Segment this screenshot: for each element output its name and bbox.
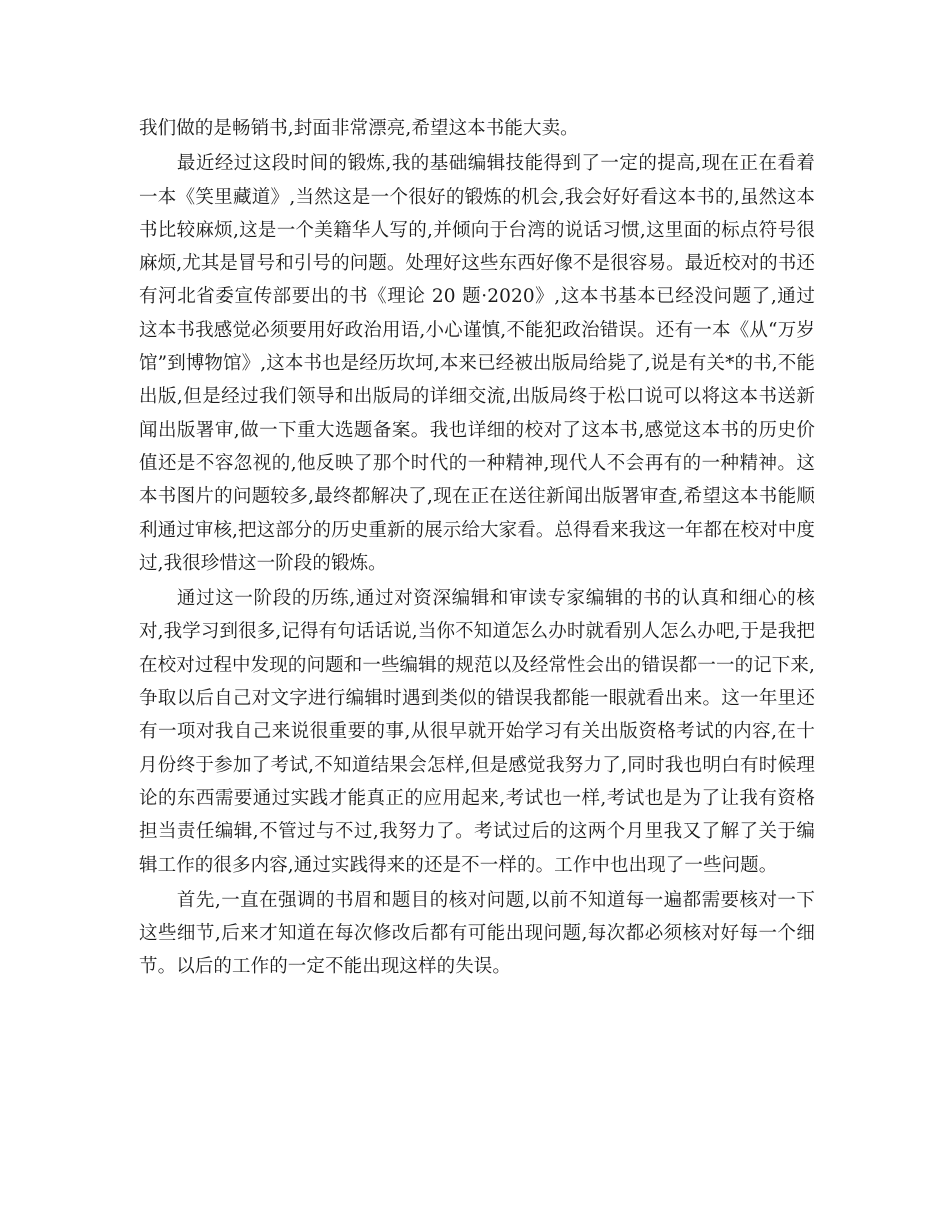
paragraph: 最近经过这段时间的锻炼,我的基础编辑技能得到了一定的提高,现在正在看着一本《笑里藏道》,当然这是一个很好的锻炼的机会,我会好好看这本书的,虽然这本书比较麻烦,这是一个美籍华人写的,并倾向于台湾的说话习惯,这里面的标点符号很麻烦,尤其是冒号和引号的问题。处理好这些东西好像不是很容易。最近校对的书还有河北省委宣传部要出的书《理论 20 题·2020》,这本书基本已经没问题了,通过这本书我感觉必须要用好政治用语,小心谨慎,不能犯政治错误。还有一本《从“万岁馆”到博物馆》,这本书也是经历坎坷,本来已经被出版局给毙了,说是有关*的书,不能出版,但是经过我们领导和出版局的详细交流,出版局终于松口说可以将这本书送新闻出版署审,做一下重大选题备案。我也详细的校对了这本书,感觉这本书的历史价值还是不容忽视的,他反映了那个时代的一种精神,现代人不会再有的一种精神。这本书图片的问题较多,最终都解决了,现在正在送往新闻出版署审查,希望这本书能顺利通过审核,把这部分的历史重新的展示给大家看。总得看来我这一年都在校对中度过,我很珍惜这一阶段的锻炼。	[139, 153, 815, 574]
paragraph: 我们做的是畅销书,封面非常漂亮,希望这本书能大卖。	[139, 118, 579, 139]
paragraph: 通过这一阶段的历练,通过对资深编辑和审读专家编辑的书的认真和细心的核对,我学习到很多,记得有句话话说,当你不知道怎么办时就看别人怎么办吧,于是我把在校对过程中发现的问题和一些编辑的规范以及经常性会出的错误都一一的记下来,争取以后自己对文字进行编辑时遇到类似的错误我都能一眼就看出来。这一年里还有一项对我自己来说很重要的事,从很早就开始学习有关出版资格考试的内容,在十月份终于参加了考试,不知道结果会怎样,但是感觉我努力了,同时我也明白有时候理论的东西需要通过实践才能真正的应用起来,考试也一样,考试也是为了让我有资格担当责任编辑,不管过与不过,我努力了。考试过后的这两个月里我又了解了关于编辑工作的很多内容,通过实践得来的还是不一样的。工作中也出现了一些问题。	[139, 588, 815, 876]
paragraph: 首先,一直在强调的书眉和题目的核对问题,以前不知道每一遍都需要核对一下这些细节,后来才知道在每次修改后都有可能出现问题,每次都必须核对好每一个细节。以后的工作的一定不能出现这样的失误。	[139, 889, 815, 978]
document-body	[139, 112, 815, 986]
